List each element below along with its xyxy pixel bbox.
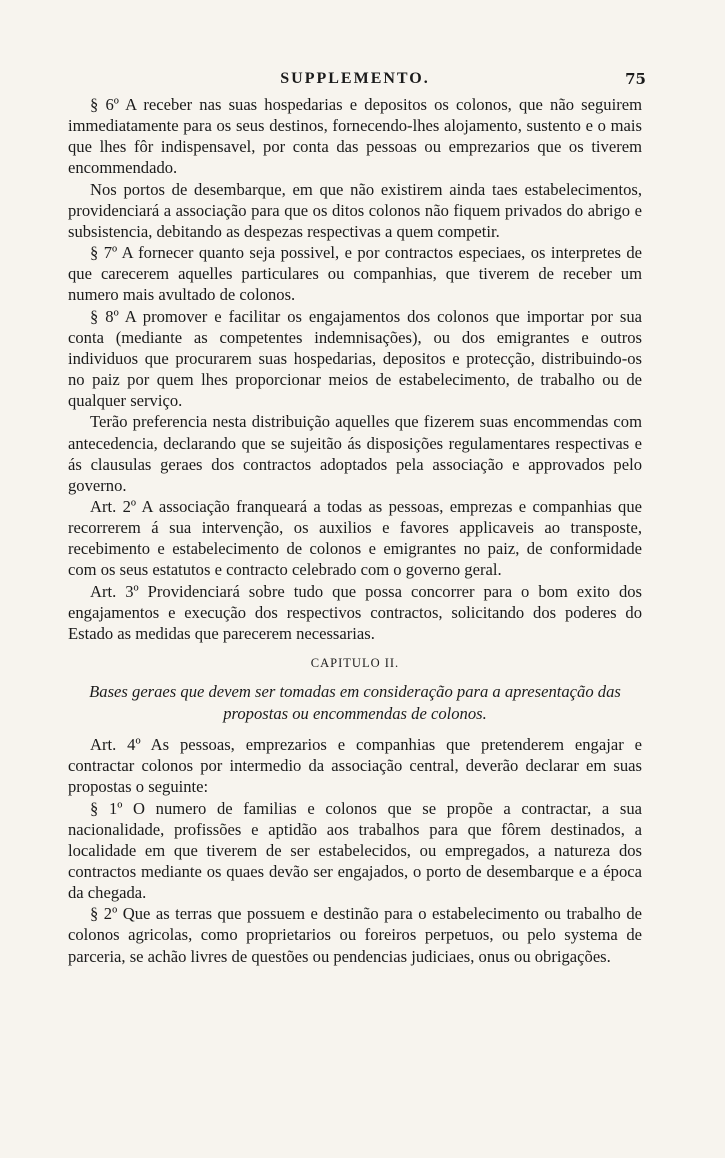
- page: [68, 70, 646, 967]
- chapter-subtitle: Bases geraes que devem ser tomadas em consideração para a apresentação das propostas ou encommendas de colonos.: [89, 682, 621, 723]
- paragraph-art4: Art. 4º As pessoas, emprezarios e companhias que pretenderem engajar e contractar colonos por intermedio da associação central, deverão declarar em suas propostas o seguinte:: [68, 735, 642, 797]
- paragraph-ports: Nos portos de desembarque, em que não existirem ainda taes estabelecimentos, providenciará a associação para que os ditos colonos não fiquem privados do abrigo e subsistencia, debitando as despezas respectivas a quem competir.: [68, 179, 642, 241]
- paragraph-s6: § 6º A receber nas suas hospedarias e depositos os colonos, que não seguirem immediatamente para os seus destinos, fornecendo-lhes alojamento, sustento e o mais que lhes fôr indispensavel, por conta das pessoas ou emprezarios que os tiverem encommendado.: [68, 95, 642, 178]
- paragraph-preference: Terão preferencia nesta distribuição aquelles que fizerem suas encommendas com antecedencia, declarando que se sujeitão ás disposições regulamentares respectivas e ás clausulas geraes dos contractos adoptados pela associação e approvados pelo governo.: [68, 412, 642, 495]
- running-header: [68, 70, 646, 94]
- page-number: 75: [625, 70, 646, 88]
- paragraph-s1: § 1º O numero de familias e colonos que se propõe a contractar, a sua nacionalidade, profissões e aptidão aos trabalhos para que fôrem destinados, a localidade em que tiverem de ser estabelecidos, ou empregados, a natureza dos contractos mediante os quaes devão ser engajados, o porto de desembarque e a época da chegada.: [68, 798, 642, 903]
- text-body: [68, 94, 642, 967]
- paragraph-s2: § 2º Que as terras que possuem e destinão para o estabelecimento ou trabalho de colonos agricolas, como proprietarios ou foreiros perpetuos, ou pelo systema de parceria, se achão livres de questões ou pendencias judiciaes, onus ou obrigações.: [68, 904, 642, 966]
- chapter-heading: CAPITULO II.: [310, 656, 400, 671]
- paragraph-s7: § 7º A fornecer quanto seja possivel, e por contractos especiaes, os interpretes de que carecerem aquelles particulares ou companhias, que tiverem de receber um numero mais avultado de colonos.: [68, 243, 642, 305]
- running-title: SUPPLEMENTO.: [280, 70, 430, 87]
- paragraph-art2: Art. 2º A associação franqueará a todas as pessoas, emprezas e companhias que recorrerem á sua intervenção, os auxilios e favores applicaveis ao transposte, recebimento e estabelecimento de colonos e emigrantes no paiz, de conformidade com os seus estatutos e contracto celebrado com o governo geral.: [68, 496, 642, 580]
- paragraph-art3: Art. 3º Providenciará sobre tudo que possa concorrer para o bom exito dos engajamentos e execução dos respectivos contractos, solicitando dos poderes do Estado as medidas que parecerem necessarias.: [68, 581, 642, 643]
- paragraph-s8: § 8º A promover e facilitar os engajamentos dos colonos que importar por sua conta (mediante as competentes indemnisações), ou dos emigrantes e outros individuos que procurarem suas hospedarias, depositos e protecção, distribuindo-os no paiz por quem lhes proporcionar meios de estabelecimento, de trabalho ou de qualquer serviço.: [68, 306, 642, 411]
